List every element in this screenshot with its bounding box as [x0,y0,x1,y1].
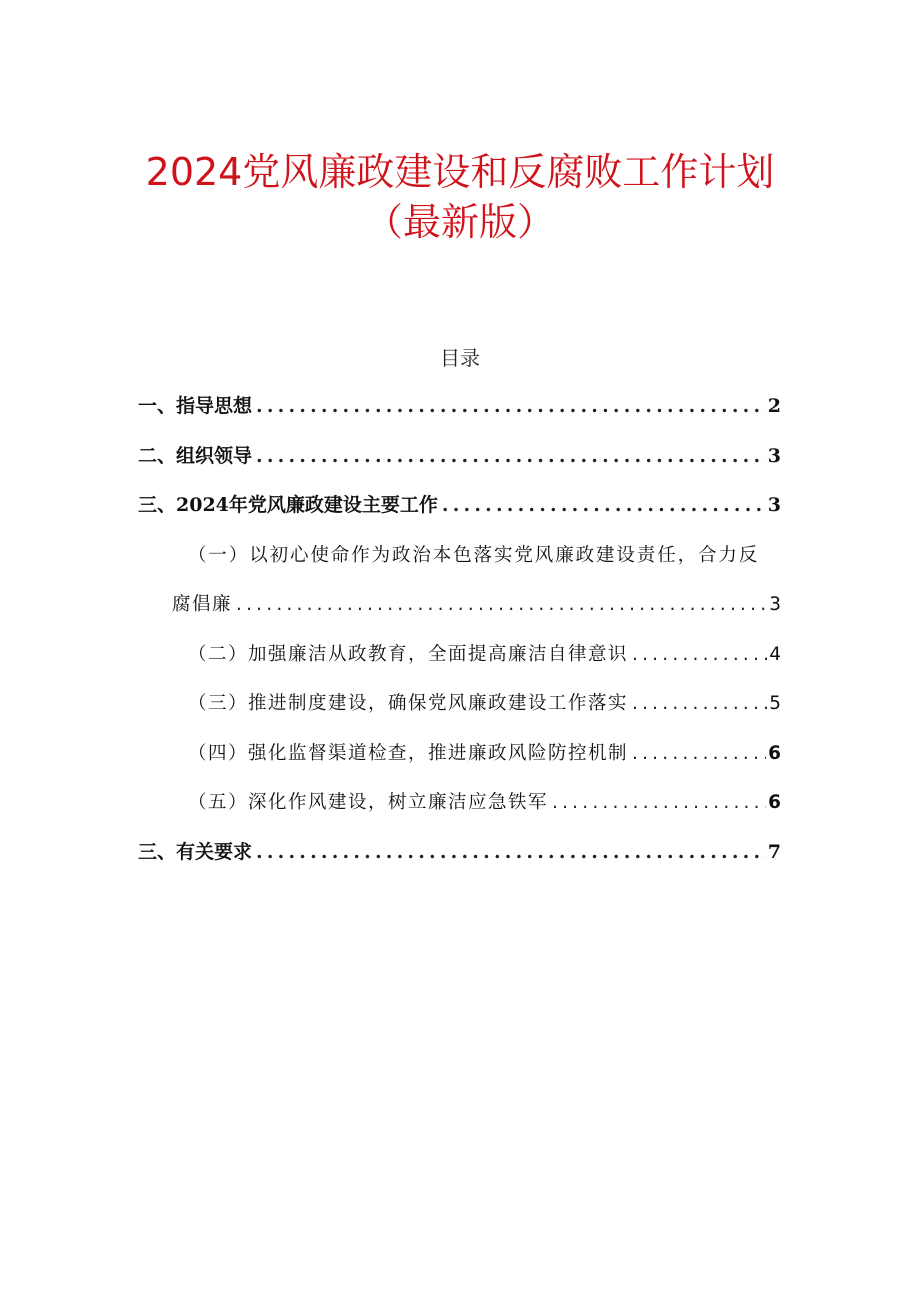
toc-entry-text: 二、组织领导 [138,444,253,467]
toc-page-number: 6 [768,792,781,813]
toc-leader-dots [252,828,766,878]
toc-page-number: 5 [769,693,781,714]
toc-leader-dots [252,432,766,482]
toc-leader-dots [628,729,766,779]
toc-entry-text: （二）加强廉洁从政教育，全面提高廉洁自律意识 [188,643,629,665]
toc-entry-sub-4[interactable] [138,729,781,779]
toc-entry-requirements[interactable] [138,828,781,878]
document-title-line1: 2024党风廉政建设和反腐败工作计划 [145,150,775,194]
toc-page-number: 7 [767,840,781,863]
toc-page-number: 3 [769,594,781,615]
toc-entry-text: （三）推进制度建设，确保党风廉政建设工作落实 [188,693,629,714]
toc-entry-text: （五）深化作风建设，树立廉洁应急铁军 [188,792,549,813]
toc-entry-guiding-ideology[interactable] [138,382,781,432]
toc-page-number: 3 [767,444,781,467]
table-of-contents [138,382,781,877]
toc-leader-dots [628,679,767,729]
toc-entry-text: 腐倡廉 [172,594,233,615]
toc-entry-main-work[interactable] [138,481,781,531]
toc-leader-dots [438,481,766,531]
toc-entry-sub-1-line1[interactable] [138,531,781,581]
toc-leader-dots [232,580,767,630]
toc-leader-dots [628,630,767,680]
toc-entry-text: 三、2024年党风廉政建设主要工作 [138,494,438,516]
toc-entry-text: 一、指导思想 [138,395,253,417]
document-title-line2: （最新版） [364,200,555,244]
toc-page-number: 6 [768,742,781,764]
toc-entry-sub-5[interactable] [138,778,781,828]
toc-page-number: 3 [767,494,781,516]
toc-entry-sub-3[interactable] [138,679,781,729]
toc-heading: 目录 [440,346,480,370]
toc-page-number: 4 [769,643,781,665]
toc-entry-sub-1-line2[interactable] [138,580,781,630]
toc-entry-text: 三、有关要求 [138,840,253,863]
toc-entry-organization-leadership[interactable] [138,432,781,482]
toc-entry-text: （四）强化监督渠道检查，推进廉政风险防控机制 [188,742,629,764]
toc-entry-text: （一）以初心使命作为政治本色落实党风廉政建设责任，合力反 [188,544,760,566]
toc-leader-dots [548,778,766,828]
toc-entry-sub-2[interactable] [138,630,781,680]
toc-leader-dots [252,382,766,432]
toc-page-number: 2 [767,395,781,417]
